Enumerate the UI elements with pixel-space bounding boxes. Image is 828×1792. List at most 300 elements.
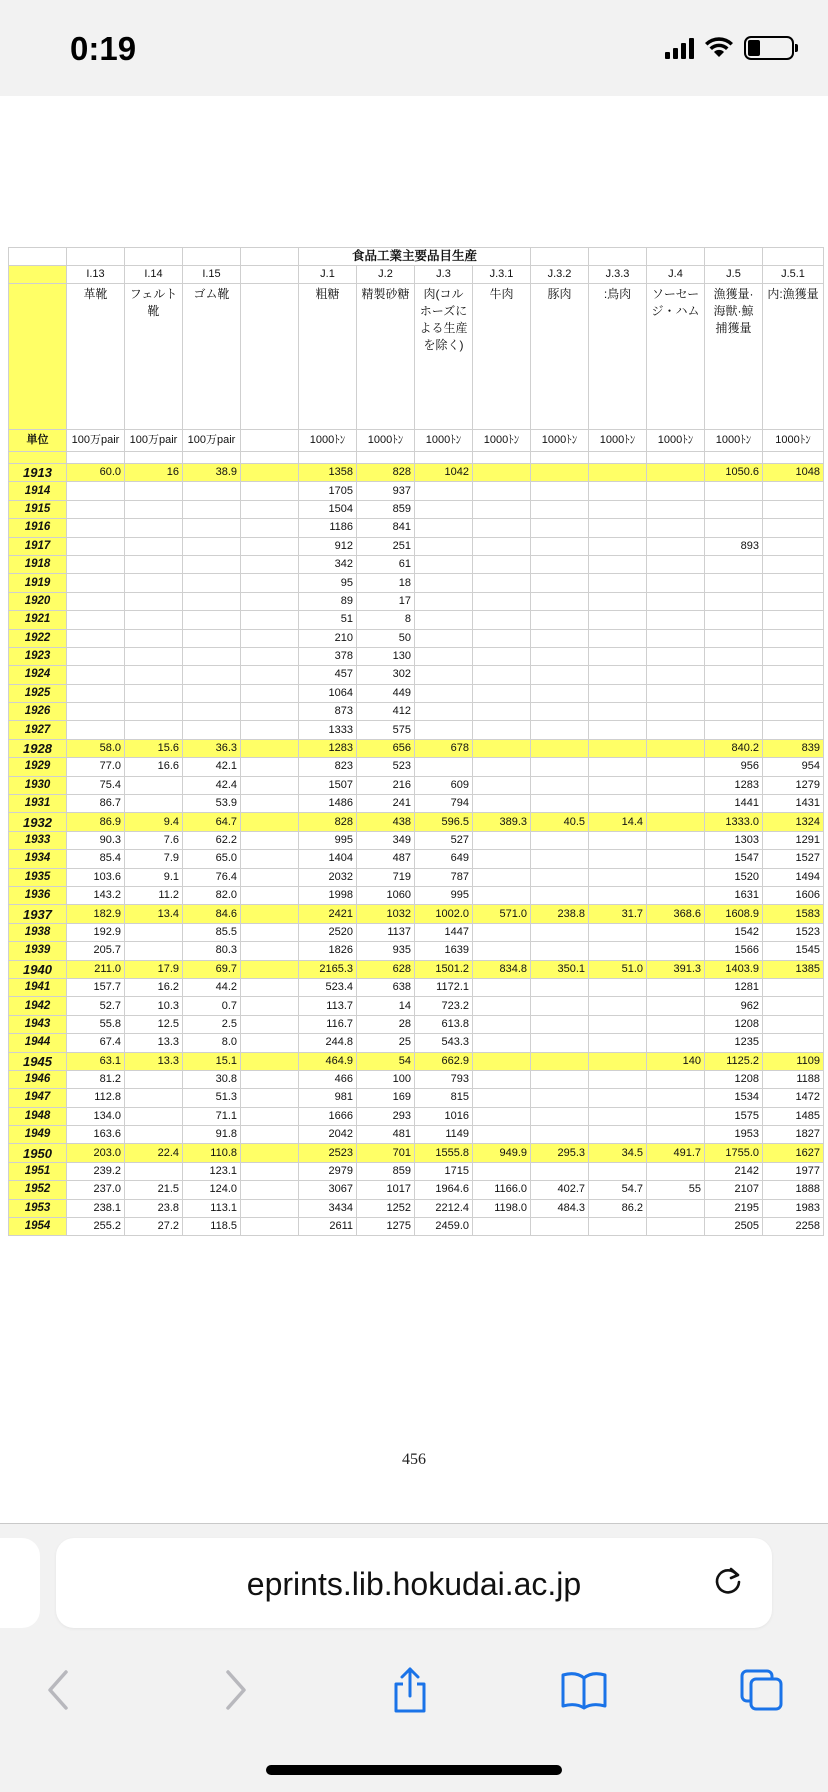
value-cell [705, 666, 763, 684]
value-cell: 1977 [763, 1162, 824, 1180]
value-cell [589, 482, 647, 500]
value-cell: 13.4 [125, 905, 183, 923]
value-cell: 701 [357, 1144, 415, 1162]
value-cell: 1555.8 [415, 1144, 473, 1162]
value-cell [589, 555, 647, 573]
value-cell [473, 1162, 531, 1180]
value-cell [531, 721, 589, 739]
unit-cell [241, 430, 299, 452]
value-cell: 51.3 [183, 1089, 241, 1107]
status-time: 0:19 [70, 30, 137, 67]
column-name-row [9, 284, 824, 430]
value-cell [589, 537, 647, 555]
value-cell [125, 1070, 183, 1088]
value-cell: 1983 [763, 1199, 824, 1217]
value-cell: 1666 [299, 1107, 357, 1125]
value-cell [241, 519, 299, 537]
value-cell: 237.0 [67, 1181, 125, 1199]
table-row [9, 1144, 824, 1162]
value-cell [473, 795, 531, 813]
value-cell [473, 684, 531, 702]
value-cell [473, 703, 531, 721]
table-row [9, 611, 824, 629]
value-cell: 412 [357, 703, 415, 721]
value-cell [125, 611, 183, 629]
value-cell: 1441 [705, 795, 763, 813]
table-title: 食品工業主要品目生産 [299, 248, 531, 266]
value-cell: 523.4 [299, 978, 357, 996]
value-cell [647, 519, 705, 537]
value-cell: 678 [415, 739, 473, 757]
value-cell [241, 574, 299, 592]
value-cell: 1826 [299, 942, 357, 960]
value-cell [763, 684, 824, 702]
value-cell: 828 [357, 464, 415, 482]
table-row [9, 758, 824, 776]
year-cell: 1924 [9, 666, 67, 684]
value-cell: 86.9 [67, 813, 125, 831]
value-cell [647, 500, 705, 518]
value-cell [415, 592, 473, 610]
value-cell [241, 647, 299, 665]
value-cell [67, 519, 125, 537]
value-cell: 1998 [299, 886, 357, 904]
unit-cell: 1000ﾄﾝ [357, 430, 415, 452]
value-cell: 40.5 [531, 813, 589, 831]
value-cell [473, 519, 531, 537]
column-name: ゴム靴 [183, 284, 241, 430]
value-cell [589, 1089, 647, 1107]
value-cell: 16.6 [125, 758, 183, 776]
value-cell [531, 611, 589, 629]
value-cell [647, 1199, 705, 1217]
value-cell [647, 537, 705, 555]
table-row [9, 1070, 824, 1088]
value-cell [473, 647, 531, 665]
table-row [9, 1034, 824, 1052]
table-row [9, 684, 824, 702]
table-row [9, 1218, 824, 1236]
cellular-signal-icon [665, 37, 694, 59]
value-cell: 368.6 [647, 905, 705, 923]
column-code: J.3.3 [589, 266, 647, 284]
value-cell [531, 574, 589, 592]
value-cell: 90.3 [67, 831, 125, 849]
value-cell [125, 795, 183, 813]
value-cell [125, 923, 183, 941]
value-cell: 1109 [763, 1052, 824, 1070]
value-cell [763, 574, 824, 592]
value-cell [241, 537, 299, 555]
table-row [9, 555, 824, 573]
value-cell [125, 776, 183, 794]
value-cell: 1048 [763, 464, 824, 482]
previous-tab-peek[interactable] [0, 1538, 40, 1628]
value-cell [763, 555, 824, 573]
value-cell: 1016 [415, 1107, 473, 1125]
value-cell [473, 1089, 531, 1107]
value-cell [647, 831, 705, 849]
value-cell [647, 1162, 705, 1180]
table-row [9, 519, 824, 537]
year-cell: 1916 [9, 519, 67, 537]
value-cell [241, 1218, 299, 1236]
value-cell: 859 [357, 1162, 415, 1180]
value-cell [125, 500, 183, 518]
value-cell [241, 666, 299, 684]
column-code: J.3.1 [473, 266, 531, 284]
value-cell [589, 776, 647, 794]
value-cell [473, 464, 531, 482]
value-cell [241, 886, 299, 904]
bookmarks-button[interactable] [554, 1660, 614, 1720]
value-cell [473, 537, 531, 555]
table-row [9, 647, 824, 665]
value-cell [763, 997, 824, 1015]
column-code: I.14 [125, 266, 183, 284]
value-cell: 656 [357, 739, 415, 757]
table-row [9, 721, 824, 739]
year-cell: 1940 [9, 960, 67, 978]
value-cell [125, 629, 183, 647]
value-cell: 63.1 [67, 1052, 125, 1070]
value-cell [647, 611, 705, 629]
value-cell [67, 703, 125, 721]
value-cell [67, 500, 125, 518]
value-cell: 828 [299, 813, 357, 831]
value-cell: 1494 [763, 868, 824, 886]
unit-cell: 1000ﾄﾝ [299, 430, 357, 452]
table-row [9, 868, 824, 886]
value-cell [183, 647, 241, 665]
blank-row [9, 452, 824, 464]
value-cell [531, 1052, 589, 1070]
value-cell: 0.7 [183, 997, 241, 1015]
value-cell: 14 [357, 997, 415, 1015]
value-cell: 143.2 [67, 886, 125, 904]
value-cell [589, 1070, 647, 1088]
value-cell: 86.7 [67, 795, 125, 813]
value-cell [473, 1126, 531, 1144]
year-cell: 1917 [9, 537, 67, 555]
value-cell [241, 464, 299, 482]
year-cell: 1938 [9, 923, 67, 941]
value-cell [67, 592, 125, 610]
value-cell [647, 703, 705, 721]
value-cell [473, 886, 531, 904]
column-code: I.15 [183, 266, 241, 284]
value-cell: 449 [357, 684, 415, 702]
value-cell [473, 776, 531, 794]
value-cell [125, 592, 183, 610]
value-cell [241, 978, 299, 996]
value-cell: 42.1 [183, 758, 241, 776]
year-cell: 1943 [9, 1015, 67, 1033]
value-cell: 2042 [299, 1126, 357, 1144]
value-cell [415, 721, 473, 739]
value-cell [67, 574, 125, 592]
value-cell: 239.2 [67, 1162, 125, 1180]
column-name: 牛肉 [473, 284, 531, 430]
value-cell [763, 1034, 824, 1052]
value-cell [67, 721, 125, 739]
value-cell [705, 555, 763, 573]
value-cell [589, 464, 647, 482]
value-cell: 1042 [415, 464, 473, 482]
value-cell: 2505 [705, 1218, 763, 1236]
table-row [9, 997, 824, 1015]
unit-cell: 1000ﾄﾝ [415, 430, 473, 452]
value-cell [531, 1034, 589, 1052]
value-cell [415, 666, 473, 684]
value-cell: 23.8 [125, 1199, 183, 1217]
value-cell [531, 703, 589, 721]
value-cell [589, 868, 647, 886]
value-cell [531, 684, 589, 702]
unit-cell: 1000ﾄﾝ [647, 430, 705, 452]
table-row [9, 1052, 824, 1070]
value-cell [763, 537, 824, 555]
value-cell [241, 776, 299, 794]
value-cell: 1032 [357, 905, 415, 923]
value-cell [589, 1218, 647, 1236]
value-cell: 1472 [763, 1089, 824, 1107]
value-cell: 2520 [299, 923, 357, 941]
value-cell: 1631 [705, 886, 763, 904]
value-cell: 2611 [299, 1218, 357, 1236]
url-text[interactable]: eprints.lib.hokudai.ac.jp [246, 1566, 582, 1602]
value-cell: 7.6 [125, 831, 183, 849]
value-cell: 38.9 [183, 464, 241, 482]
value-cell: 995 [299, 831, 357, 849]
page-number: 456 [402, 1451, 426, 1468]
value-cell [705, 482, 763, 500]
value-cell: 84.6 [183, 905, 241, 923]
value-cell [125, 684, 183, 702]
value-cell: 1545 [763, 942, 824, 960]
value-cell [589, 721, 647, 739]
production-table [8, 247, 823, 1236]
value-cell: 859 [357, 500, 415, 518]
value-cell [589, 1162, 647, 1180]
value-cell: 244.8 [299, 1034, 357, 1052]
value-cell: 77.0 [67, 758, 125, 776]
value-cell: 58.0 [67, 739, 125, 757]
unit-cell: 1000ﾄﾝ [473, 430, 531, 452]
value-cell: 86.2 [589, 1199, 647, 1217]
value-cell [763, 611, 824, 629]
value-cell: 17 [357, 592, 415, 610]
value-cell [125, 666, 183, 684]
value-cell: 1404 [299, 850, 357, 868]
value-cell: 91.8 [183, 1126, 241, 1144]
back-button[interactable] [28, 1660, 88, 1720]
table-row [9, 776, 824, 794]
column-name: 漁獲量·海獣·鯨捕獲量 [705, 284, 763, 430]
value-cell [473, 574, 531, 592]
value-cell [67, 684, 125, 702]
column-name [241, 284, 299, 430]
value-cell: 1333 [299, 721, 357, 739]
value-cell: 7.9 [125, 850, 183, 868]
value-cell: 64.7 [183, 813, 241, 831]
value-cell [647, 684, 705, 702]
table-row [9, 500, 824, 518]
value-cell [473, 923, 531, 941]
value-cell [183, 703, 241, 721]
value-cell [763, 629, 824, 647]
value-cell [589, 684, 647, 702]
column-name: 精製砂糖 [357, 284, 415, 430]
value-cell: 1583 [763, 905, 824, 923]
value-cell [473, 868, 531, 886]
value-cell: 1953 [705, 1126, 763, 1144]
year-cell: 1919 [9, 574, 67, 592]
value-cell [125, 721, 183, 739]
table-title-row [9, 248, 824, 266]
value-cell: 649 [415, 850, 473, 868]
value-cell: 1252 [357, 1199, 415, 1217]
value-cell: 1064 [299, 684, 357, 702]
year-cell: 1932 [9, 813, 67, 831]
value-cell [705, 574, 763, 592]
table-row [9, 905, 824, 923]
value-cell [415, 519, 473, 537]
value-cell: 1188 [763, 1070, 824, 1088]
value-cell: 1755.0 [705, 1144, 763, 1162]
value-cell: 342 [299, 555, 357, 573]
value-cell [241, 1034, 299, 1052]
value-cell: 1447 [415, 923, 473, 941]
value-cell: 103.6 [67, 868, 125, 886]
value-cell: 1149 [415, 1126, 473, 1144]
value-cell: 981 [299, 1089, 357, 1107]
value-cell: 54 [357, 1052, 415, 1070]
value-cell: 1485 [763, 1107, 824, 1125]
value-cell: 349 [357, 831, 415, 849]
reload-icon[interactable] [710, 1564, 746, 1600]
column-name [9, 284, 67, 430]
value-cell [589, 978, 647, 996]
value-cell: 130 [357, 647, 415, 665]
browser-toolbar [0, 1660, 828, 1720]
value-cell: 1283 [299, 739, 357, 757]
value-cell [125, 1126, 183, 1144]
value-cell [589, 923, 647, 941]
value-cell [125, 555, 183, 573]
forward-button[interactable] [206, 1660, 266, 1720]
value-cell [763, 978, 824, 996]
value-cell [647, 482, 705, 500]
value-cell [647, 1218, 705, 1236]
value-cell: 815 [415, 1089, 473, 1107]
value-cell [589, 997, 647, 1015]
year-cell: 1915 [9, 500, 67, 518]
value-cell: 523 [357, 758, 415, 776]
value-cell: 85.5 [183, 923, 241, 941]
value-cell [415, 537, 473, 555]
value-cell [531, 555, 589, 573]
pdf-page [0, 96, 828, 1526]
value-cell: 157.7 [67, 978, 125, 996]
value-cell [241, 831, 299, 849]
year-cell: 1953 [9, 1199, 67, 1217]
value-cell [531, 886, 589, 904]
value-cell: 484.3 [531, 1199, 589, 1217]
value-cell [241, 611, 299, 629]
value-cell: 53.9 [183, 795, 241, 813]
chevron-right-icon [223, 1669, 249, 1711]
value-cell: 3434 [299, 1199, 357, 1217]
value-cell: 182.9 [67, 905, 125, 923]
value-cell [183, 574, 241, 592]
value-cell: 628 [357, 960, 415, 978]
value-cell: 113.1 [183, 1199, 241, 1217]
value-cell [241, 923, 299, 941]
value-cell [763, 500, 824, 518]
value-cell [67, 537, 125, 555]
value-cell [183, 500, 241, 518]
value-cell: 251 [357, 537, 415, 555]
value-cell [125, 1089, 183, 1107]
value-cell [531, 1089, 589, 1107]
year-cell: 1926 [9, 703, 67, 721]
value-cell [589, 942, 647, 960]
unit-cell: 100万pair [67, 430, 125, 452]
value-cell: 723.2 [415, 997, 473, 1015]
value-cell: 22.4 [125, 1144, 183, 1162]
value-cell: 30.8 [183, 1070, 241, 1088]
value-cell: 2165.3 [299, 960, 357, 978]
table-row [9, 574, 824, 592]
value-cell: 15.6 [125, 739, 183, 757]
value-cell [589, 703, 647, 721]
address-bar[interactable] [56, 1538, 772, 1628]
tabs-button[interactable] [732, 1660, 792, 1720]
value-cell [473, 482, 531, 500]
value-cell: 391.3 [647, 960, 705, 978]
value-cell: 51.0 [589, 960, 647, 978]
value-cell [531, 795, 589, 813]
table-row [9, 666, 824, 684]
value-cell: 65.0 [183, 850, 241, 868]
status-icons [665, 36, 794, 60]
share-button[interactable] [380, 1660, 440, 1720]
value-cell: 293 [357, 1107, 415, 1125]
value-cell [589, 1126, 647, 1144]
value-cell: 34.5 [589, 1144, 647, 1162]
column-code-row [9, 266, 824, 284]
value-cell [647, 721, 705, 739]
value-cell: 840.2 [705, 739, 763, 757]
value-cell: 13.3 [125, 1034, 183, 1052]
value-cell [647, 1015, 705, 1033]
value-cell [183, 684, 241, 702]
column-code: J.5 [705, 266, 763, 284]
value-cell [125, 519, 183, 537]
value-cell: 169 [357, 1089, 415, 1107]
value-cell [241, 942, 299, 960]
share-icon [390, 1666, 430, 1714]
browser-bottom-bar [0, 1524, 828, 1792]
value-cell [589, 629, 647, 647]
value-cell [589, 831, 647, 849]
value-cell [531, 1070, 589, 1088]
year-cell: 1935 [9, 868, 67, 886]
value-cell [589, 1015, 647, 1033]
value-cell: 956 [705, 758, 763, 776]
value-cell [241, 482, 299, 500]
